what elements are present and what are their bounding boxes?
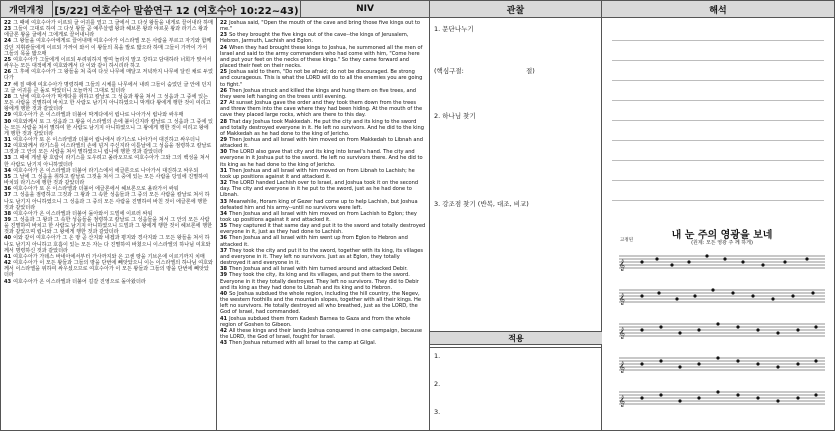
verse-number: 42 bbox=[220, 327, 228, 334]
verse-text: Joshua said, "Open the mouth of the cave and bring those five kings out to me." bbox=[220, 20, 421, 33]
verse-number: 25 bbox=[220, 69, 228, 76]
verse-text: When they had brought these kings to Joshua, he summoned all the men of Israel and said to the army commanders who had come with him, "Come here and put your feet on the necks of these kings." So they came forward and placed their feet on their necks. bbox=[220, 44, 423, 70]
explanation-header: 해석 bbox=[602, 1, 834, 18]
verse-number: 32 bbox=[220, 180, 228, 187]
note-line[interactable] bbox=[612, 120, 824, 121]
verse-text: 여호수아가 또 온 이스라엘과 더불어 에글론에서 헤브론으로 올라가서 싸워 bbox=[13, 186, 179, 193]
hymn-tempo: 고정된 bbox=[620, 238, 634, 243]
verse-42 bbox=[4, 260, 213, 278]
explanation-section bbox=[602, 18, 834, 430]
verse-30 bbox=[220, 149, 426, 167]
verse-text: 그 후에 여호수아가 그 왕들을 쳐 죽여 다섯 나무에 매달고 저녁까지 나무에 달린 채로 두었다가 bbox=[4, 69, 213, 82]
application-header: 적용 bbox=[430, 331, 602, 345]
verse-28 bbox=[220, 119, 426, 137]
hymn-score bbox=[617, 218, 827, 428]
note-line[interactable] bbox=[612, 160, 824, 161]
verse-text: 여호수아가 온 이스라엘과 더불어 돌아와서 드빌에 이르러 싸워 bbox=[13, 210, 153, 217]
verse-number: 41 bbox=[4, 253, 12, 260]
verse-number: 33 bbox=[4, 155, 12, 162]
verse-number: 36 bbox=[220, 235, 228, 242]
note-line[interactable] bbox=[612, 100, 824, 101]
keyword-suffix: 절) bbox=[526, 67, 535, 75]
verse-text: 그 때에 여호수아가 이르되 굴 어귀를 열고 그 굴에서 그 다섯 왕들을 내게로 끌어내라 하매 bbox=[13, 20, 213, 26]
verse-39 bbox=[4, 217, 213, 235]
verse-number: 40 bbox=[4, 235, 12, 242]
verse-text: 여호수아가 온 이스라엘과 더불어 길갈 진영으로 돌아왔더라 bbox=[13, 278, 146, 285]
verse-number: 33 bbox=[220, 198, 228, 205]
svg-text:𝄞: 𝄞 bbox=[619, 294, 625, 305]
verse-text: 그 날에 여호수아가 막게다를 취하고 칼날로 그 성읍과 왕을 쳐서 그 성읍과 그 중에 있는 모든 사람을 진멸하여 바치고 한 사람도 남기지 아니하였으니 막게다 왕에게 행한 것이 여리고 왕에게 행한 것과 같았더라 bbox=[4, 93, 211, 113]
verse-25 bbox=[4, 57, 213, 69]
niv-text-column bbox=[217, 18, 430, 430]
verse-number: 23 bbox=[4, 26, 12, 33]
verse-number: 35 bbox=[4, 173, 12, 180]
verse-number: 23 bbox=[220, 32, 228, 39]
verse-number: 22 bbox=[4, 20, 12, 26]
svg-text:𝄞: 𝄞 bbox=[619, 396, 625, 407]
niv-label: NIV bbox=[301, 1, 430, 18]
verse-text: They took the city, its king and its villages, and put them to the sword. Everyone in it they totally destroyed. They left no survivors. They did to Debir and its king as they had done to Libnah and its king and to Hebron. bbox=[220, 272, 419, 291]
note-line[interactable] bbox=[612, 180, 824, 181]
verse-number: 43 bbox=[4, 278, 12, 285]
verse-text: Joshua said to them, "Do not be afraid; do not be discouraged. Be strong and courageous. This is what the LORD will do to all the enemies you are going to fight." bbox=[220, 69, 423, 88]
verse-41 bbox=[220, 316, 426, 328]
verse-number: 37 bbox=[220, 247, 228, 254]
verse-text: Then Joshua and all Israel with him turned around and attacked Debir. bbox=[229, 266, 408, 273]
verse-number: 34 bbox=[220, 210, 228, 217]
verse-text: 그 날에 그 성읍을 취하고 칼날로 그것을 쳐서 그 중에 있는 모든 사람을 당일에 진멸하여 바치되 라기스에 행한 것과 같았더라 bbox=[4, 173, 208, 187]
verse-text: 그 때에 게셀 왕 호람이 라기스를 도우려고 올라오므로 여호수아가 그와 그의 백성을 쳐서 한 사람도 남기지 아니하였더라 bbox=[4, 155, 210, 168]
verse-text: 여호수아가 또 온 이스라엘과 더불어 립나에서 라기스로 나아가서 대진하고 싸우더니 bbox=[13, 136, 200, 143]
verse-27 bbox=[220, 100, 426, 118]
application-item-2: 2. bbox=[434, 380, 441, 388]
observation-header: 관찰 bbox=[430, 1, 602, 18]
verse-40 bbox=[220, 291, 426, 316]
verse-text: Then Joshua returned with all Israel to the camp at Gilgal. bbox=[229, 340, 377, 347]
korean-text-column bbox=[1, 18, 217, 430]
verse-text: 여호수아가 이 모든 왕들과 그들의 땅을 단번에 빼앗았으니 이는 이스라엘의 하나님 여호와께서 이스라엘을 위하여 싸우셨으므로 여호수아가 이 모든 왕들과 그들의 땅을 단번에 빼앗았더라 bbox=[4, 260, 213, 279]
verse-number: 24 bbox=[220, 44, 228, 51]
verse-42 bbox=[220, 328, 426, 340]
verse-43 bbox=[220, 340, 426, 346]
verse-number: 29 bbox=[4, 112, 12, 119]
verse-number: 31 bbox=[220, 167, 228, 174]
verse-43 bbox=[4, 279, 213, 285]
verse-23 bbox=[220, 32, 426, 44]
verse-25 bbox=[220, 69, 426, 87]
keyword-verse-label bbox=[434, 66, 535, 75]
verse-37 bbox=[4, 192, 213, 210]
verse-27 bbox=[4, 82, 213, 94]
verse-22 bbox=[220, 20, 426, 32]
verse-number: 43 bbox=[220, 340, 228, 347]
verse-text: Joshua subdued them from Kadesh Barnea to Gaza and from the whole region of Goshen to Gibeon. bbox=[220, 315, 411, 328]
verse-text: 여호와께서 라기스를 이스라엘의 손에 넘겨 주신지라 이튿날에 그 성읍을 점령하고 칼날로 그것과 그 안의 모든 사람을 쳐서 멸하였으니 립나에 행한 것과 같았더라 bbox=[4, 143, 212, 156]
verse-text: 그들이 그대로 하여 그 다섯 왕들 곧 예루살렘 왕과 헤브론 왕과 야르뭇 왕과 라기스 왕과 에글론 왕을 굴에서 그에게로 끌어내니라 bbox=[4, 26, 208, 39]
verse-number: 27 bbox=[4, 81, 12, 88]
verse-number: 37 bbox=[4, 192, 12, 199]
verse-32 bbox=[4, 143, 213, 155]
hymn-subtitle: (원제: 모든 영광 주 께 하게) bbox=[691, 240, 753, 246]
application-item-3: 3. bbox=[434, 408, 441, 416]
verse-text: 여호수아가 가데스 바네아에서부터 가사까지와 온 고센 땅을 기브온에 이르기까지 치매 bbox=[13, 253, 205, 260]
note-line[interactable] bbox=[612, 200, 824, 201]
verse-number: 26 bbox=[4, 69, 12, 76]
verse-number: 30 bbox=[4, 118, 12, 125]
verse-text: At sunset Joshua gave the order and they took them down from the trees and threw them into the cave where they had been hiding. At the mouth of the cave they placed large rocks, which are there to this day. bbox=[220, 100, 423, 119]
verse-number: 36 bbox=[4, 186, 12, 193]
verse-number: 22 bbox=[220, 20, 228, 26]
verse-number: 39 bbox=[220, 272, 228, 279]
note-line[interactable] bbox=[612, 80, 824, 81]
verse-text: Meanwhile, Horam king of Gezer had come up to help Lachish, but Joshua defeated him and his army--until no survivors were left. bbox=[220, 198, 418, 211]
verse-text: The LORD handed Lachish over to Israel, and Joshua took it on the second day. The city and everyone in it he put to the sword, just as he had done to Libnah. bbox=[220, 180, 419, 199]
verse-text: Then Joshua struck and killed the kings and hung them on five trees, and they were left hanging on the trees until evening. bbox=[220, 87, 417, 100]
reading-title: [5/22] 여호수아 말씀연구 12 (여호수아 10:22~43) bbox=[53, 1, 301, 18]
note-line[interactable] bbox=[612, 140, 824, 141]
verse-33 bbox=[220, 199, 426, 211]
verse-34 bbox=[220, 211, 426, 223]
verse-29 bbox=[220, 137, 426, 149]
svg-text:𝄞: 𝄞 bbox=[619, 328, 625, 339]
verse-number: 31 bbox=[4, 136, 12, 143]
verse-text: Then Joshua and all Israel with him moved on from Lachish to Eglon; they took up positions against it and attacked it. bbox=[220, 210, 417, 223]
verse-26 bbox=[220, 88, 426, 100]
hymn-title: 내 눈 주의 영광을 보네 bbox=[671, 230, 773, 241]
verse-number: 39 bbox=[4, 217, 12, 223]
verse-number: 38 bbox=[220, 266, 228, 273]
verse-39 bbox=[220, 272, 426, 290]
verse-text: 여호수아가 온 이스라엘과 더불어 막게다에서 립나로 나아가서 립나와 싸우매 bbox=[13, 112, 184, 119]
verse-text: Then Joshua and all Israel with him moved on from Makkedah to Libnah and attacked it. bbox=[220, 136, 423, 150]
verse-text: Then Joshua and all Israel with him moved on from Libnah to Lachish; he took up positions against it and attacked it. bbox=[220, 167, 415, 180]
verse-text: 그 왕들을 여호수아에게로 끌어내매 여호수아가 이스라엘 모든 사람을 부르고 자기와 함께 갔던 지휘관들에게 이르되 가까이 와서 이 왕들의 목을 발로 밟으라 하매 그들이 가까이 가서 그들의 목을 밟으매 bbox=[4, 38, 212, 57]
verse-number: 32 bbox=[4, 143, 12, 150]
verse-number: 30 bbox=[220, 149, 228, 156]
verse-text: They took the city and put it to the sword, together with its king, its villages and everyone in it. They left no survivors. Just as at Eglon, they totally destroyed it and everyone in it. bbox=[220, 247, 424, 267]
application-section bbox=[430, 344, 602, 430]
svg-text:𝄞: 𝄞 bbox=[619, 362, 625, 373]
verse-number: 29 bbox=[220, 136, 228, 143]
observation-paragraph-label: 1. 문단나누기 bbox=[434, 25, 474, 33]
verse-number: 28 bbox=[220, 118, 228, 125]
verse-text: That day Joshua took Makkedah. He put the city and its king to the sword and totally destroyed everyone in it. He left no survivors. And he did to the king of Makkedah as he had done to the king of Jericho. bbox=[220, 118, 424, 137]
verse-number: 28 bbox=[4, 93, 12, 100]
note-line[interactable] bbox=[612, 60, 824, 61]
verse-text: So they brought the five kings out of the cave--the kings of Jerusalem, Hebron, Jarmuth, Lachish and Eglon. bbox=[220, 32, 409, 45]
verse-32 bbox=[220, 180, 426, 198]
verse-number: 34 bbox=[4, 167, 12, 174]
verse-35 bbox=[4, 174, 213, 186]
verse-number: 35 bbox=[220, 223, 228, 230]
verse-number: 25 bbox=[4, 56, 12, 63]
verse-40 bbox=[4, 235, 213, 253]
verse-24 bbox=[4, 38, 213, 56]
verse-number: 40 bbox=[220, 290, 228, 297]
verse-text: All these kings and their lands Joshua conquered in one campaign, because the LORD, the God of Israel, fought for Israel. bbox=[220, 327, 423, 340]
verse-text: They captured it that same day and put it to the sword and totally destroyed everyone in it, just as they had done to Lachish. bbox=[220, 223, 426, 236]
verse-text: Then Joshua and all Israel with him went up from Eglon to Hebron and attacked it. bbox=[220, 235, 408, 248]
verse-number: 38 bbox=[4, 210, 12, 217]
verse-text: 여호수아가 온 이스라엘과 더불어 라기스에서 에글론으로 나아가서 대진하고 싸우되 bbox=[13, 167, 199, 174]
verse-text: 그 성읍과 그 왕과 그 속한 성읍들을 점령하고 칼날로 그 성읍들을 쳐서 그 안의 모든 사람을 진멸하여 바치고 한 사람도 남기지 아니하였으니 드빌과 그 왕에게 행한 것이 헤브론에 행한 것과 같았으며 립나와 그 왕에게 행한 것과 같았더라 bbox=[4, 217, 213, 236]
svg-text:𝄞: 𝄞 bbox=[619, 260, 625, 271]
verse-30 bbox=[4, 119, 213, 137]
verse-text: 그 성읍을 점령하고 그것과 그 왕과 그 속한 성읍들과 그 중의 모든 사람을 칼날로 쳐서 하나도 남기지 아니하였으니 그 성읍과 그 중의 모든 사람을 진멸하여 바친 것이 에글론에 행한 것과 같았더라 bbox=[4, 192, 210, 211]
verse-text: 이와 같이 여호수아가 그 온 땅 곧 산지와 네겝과 평지와 경사지와 그 모든 왕들을 쳐서 하나도 남기지 아니하고 호흡이 있는 모든 자는 다 진멸하여 바쳤으니 이스라엘의 하나님 여호와께서 명령하신 것과 같았더라 bbox=[4, 235, 211, 254]
emphasis-label: 3. 강조점 찾기 (반복, 대조, 비교) bbox=[434, 200, 529, 208]
verse-number: 42 bbox=[4, 260, 12, 267]
note-line[interactable] bbox=[612, 40, 824, 41]
verse-35 bbox=[220, 223, 426, 235]
verse-28 bbox=[4, 94, 213, 112]
music-staff-graphic bbox=[617, 218, 827, 428]
verse-number: 24 bbox=[4, 38, 12, 45]
verse-text: So Joshua subdued the whole region, including the hill country, the Negev, the western foothills and the mountain slopes, together with all their kings. He left no survivors. He totally destroyed all who breathed, just as the LORD, the God of Israel, had commanded. bbox=[220, 290, 421, 316]
verse-number: 26 bbox=[220, 87, 228, 94]
verse-31 bbox=[220, 168, 426, 180]
verse-text: 여호수아가 그들에게 이르되 두려워하지 말며 놀라지 말고 강하고 담대하라 너희가 맞서서 싸우는 모든 대적에게 여호와께서 다 이와 같이 하시리라 하고 bbox=[4, 56, 212, 70]
verse-37 bbox=[220, 248, 426, 266]
verse-number: 27 bbox=[220, 100, 228, 107]
verse-36 bbox=[220, 235, 426, 247]
observation-section bbox=[430, 18, 602, 348]
verse-number: 41 bbox=[220, 315, 228, 322]
verse-23 bbox=[4, 26, 213, 38]
verse-24 bbox=[220, 45, 426, 70]
verse-text: 여호와께서 또 그 성읍과 그 왕을 이스라엘의 손에 붙이신지라 칼날로 그 성읍과 그 중에 있는 모든 사람을 쳐서 멸하여 한 사람도 남기지 아니하였으니 그 왕에게 행한 것이 여리고 왕에게 행한 것과 같았더라 bbox=[4, 118, 213, 137]
verse-33 bbox=[4, 155, 213, 167]
tab-label: 개역개정 bbox=[1, 1, 53, 18]
verse-text: 해 질 때에 여호수아가 명령하매 그들의 시체를 나무에서 내려 그들이 숨었던 굴 안에 던지고 굴 어귀를 큰 돌로 막았더니 오늘까지 그대로 있더라 bbox=[4, 81, 212, 94]
verse-text: The LORD also gave that city and its king into Israel's hand. The city and everyone in it Joshua put to the sword. He left no survivors there. And he did to its king as he had done to the king of Jericho. bbox=[220, 149, 423, 168]
verse-26 bbox=[4, 69, 213, 81]
keyword-label: (핵심구절: bbox=[434, 67, 464, 75]
find-god-label: 2. 하나님 찾기 bbox=[434, 112, 476, 120]
application-item-1: 1. bbox=[434, 352, 441, 360]
